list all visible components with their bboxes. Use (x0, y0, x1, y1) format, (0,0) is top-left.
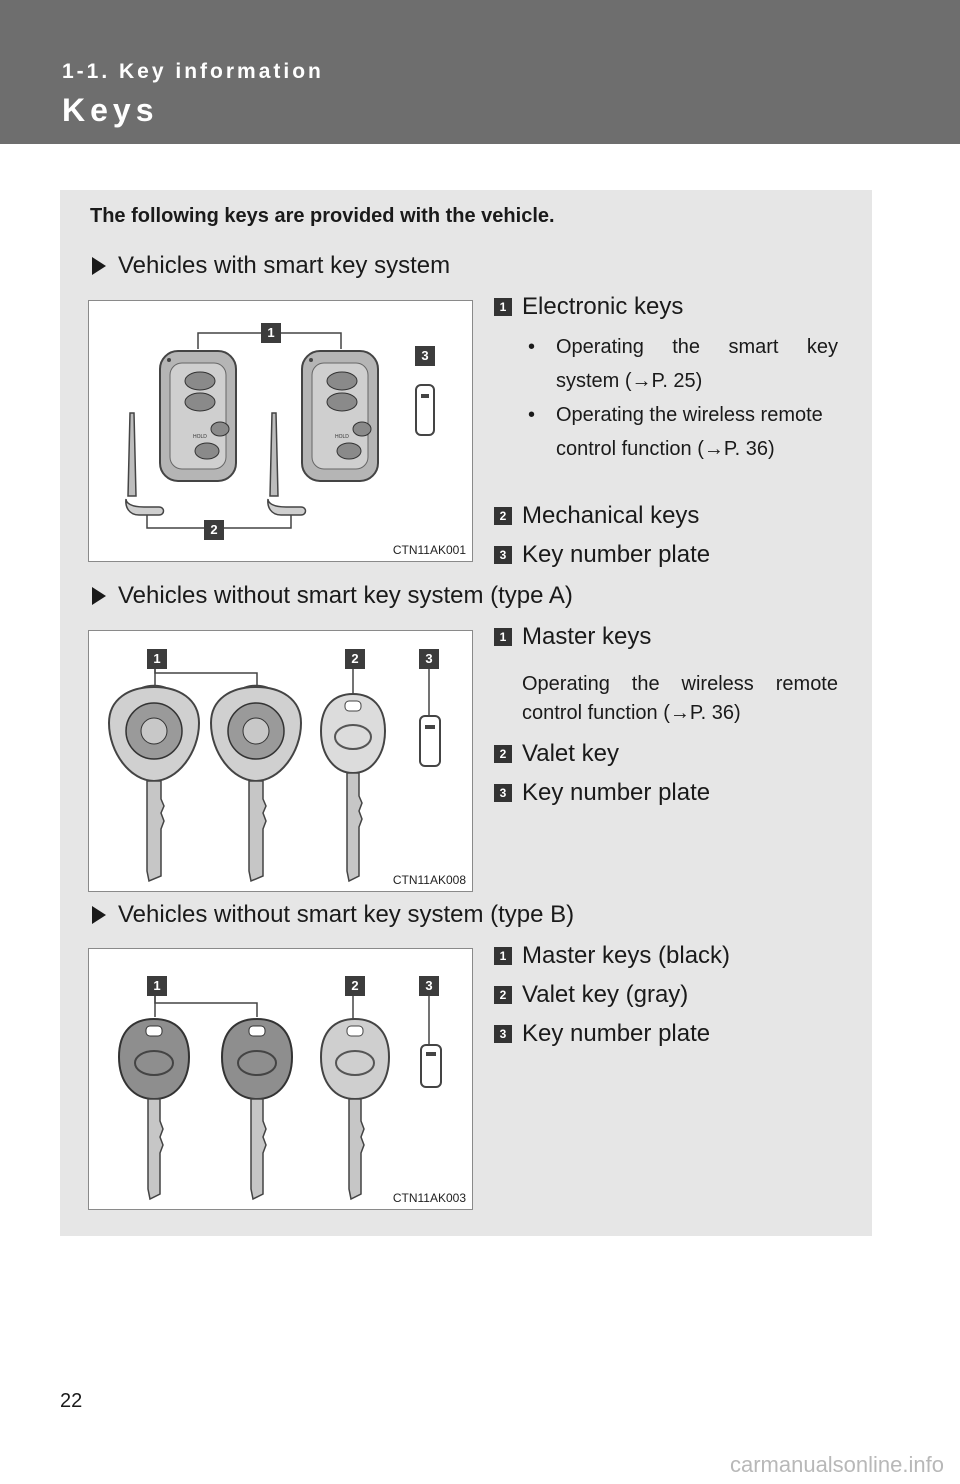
heading-smart-key-text: Vehicles with smart key system (118, 252, 451, 279)
figure-badge-2: 2 (345, 976, 365, 996)
bullet-dot: • (528, 404, 536, 426)
item-key-number-plate (494, 1020, 710, 1048)
figure-badge-1: 1 (147, 649, 167, 669)
item-valet-key-gray (494, 981, 688, 1009)
page-number: 22 (60, 1390, 83, 1412)
figure-badge-1: 1 (147, 976, 167, 996)
item-master-keys (494, 623, 651, 651)
item-master-keys-black (494, 942, 730, 970)
bullet-smart-key-operation (528, 330, 838, 398)
number-badge: 1 (494, 628, 512, 646)
number-badge: 2 (494, 745, 512, 763)
number-badge: 3 (494, 784, 512, 802)
figure-badge-3: 3 (419, 976, 439, 996)
figure-code: CTN11AK001 (392, 543, 466, 557)
bullet-text: Operating the wireless remote control function (→P. 36) (556, 404, 823, 460)
figure-badge-1: 1 (261, 323, 281, 343)
key-number-plate (416, 385, 434, 435)
item-label: Master keys (black) (522, 942, 731, 969)
master-key-black-2 (222, 1019, 292, 1199)
electronic-key-1 (160, 351, 236, 481)
hold-label-2: HOLD (335, 434, 349, 440)
figure-badge-3: 3 (419, 649, 439, 669)
figure-type-b-keys (88, 948, 473, 1210)
smart-keys-illustration (89, 301, 474, 563)
item-label: Key number plate (522, 541, 711, 568)
heading-type-b-text: Vehicles without smart key system (type B) (118, 901, 575, 928)
bullet-wireless-remote (528, 398, 838, 466)
bullet-text: Operating the smart key system (→P. 25) (556, 336, 838, 392)
key-number-plate (420, 716, 440, 766)
arrow-right-icon (92, 257, 106, 275)
item-key-number-plate (494, 541, 710, 569)
section-label: 1-1. Key information (62, 60, 324, 83)
item-electronic-keys (494, 293, 683, 321)
type-a-keys-illustration (89, 631, 474, 893)
figure-badge-2: 2 (345, 649, 365, 669)
master-key-2 (211, 686, 301, 882)
item-label: Key number plate (522, 779, 711, 806)
heading-smart-key (92, 252, 450, 280)
figure-badge-2: 2 (204, 520, 224, 540)
mechanical-key-1 (126, 413, 164, 515)
figure-code: CTN11AK008 (392, 873, 466, 887)
heading-type-b (92, 901, 574, 929)
note-wireless-remote: Operating the wireless remote control function (→P. 36) (522, 673, 838, 724)
number-badge: 3 (494, 1025, 512, 1043)
electronic-key-2 (302, 351, 378, 481)
figure-type-a-keys (88, 630, 473, 892)
figure-badge-3: 3 (415, 346, 435, 366)
item-label: Master keys (522, 623, 652, 650)
heading-type-a-text: Vehicles without smart key system (type A) (118, 582, 573, 609)
item-label: Electronic keys (522, 293, 684, 320)
number-badge: 2 (494, 507, 512, 525)
item-label: Valet key (522, 740, 619, 767)
item-label: Valet key (gray) (522, 981, 689, 1008)
item-valet-key (494, 740, 619, 768)
master-key-black-1 (119, 1019, 189, 1199)
number-badge: 1 (494, 298, 512, 316)
intro-text: The following keys are provided with the vehicle. (90, 205, 555, 227)
heading-type-a (92, 582, 573, 610)
item-label: Key number plate (522, 1020, 711, 1047)
figure-code: CTN11AK003 (392, 1191, 466, 1205)
bullet-dot: • (528, 336, 536, 358)
figure-smart-keys (88, 300, 473, 562)
valet-key (321, 694, 385, 881)
arrow-right-icon (92, 587, 106, 605)
master-key-1 (109, 686, 199, 882)
item-key-number-plate (494, 779, 710, 807)
watermark-link[interactable]: carmanualsonline.info (729, 1452, 944, 1477)
number-badge: 1 (494, 947, 512, 965)
valet-key-gray (321, 1019, 389, 1199)
page-header (0, 0, 960, 144)
arrow-right-icon (92, 906, 106, 924)
number-badge: 2 (494, 986, 512, 1004)
key-number-plate (421, 1045, 441, 1087)
hold-label-1: HOLD (193, 434, 207, 440)
item-mechanical-keys (494, 502, 699, 530)
page-title: Keys (62, 92, 159, 128)
item-label: Mechanical keys (522, 502, 700, 529)
number-badge: 3 (494, 546, 512, 564)
mechanical-key-2 (268, 413, 306, 515)
